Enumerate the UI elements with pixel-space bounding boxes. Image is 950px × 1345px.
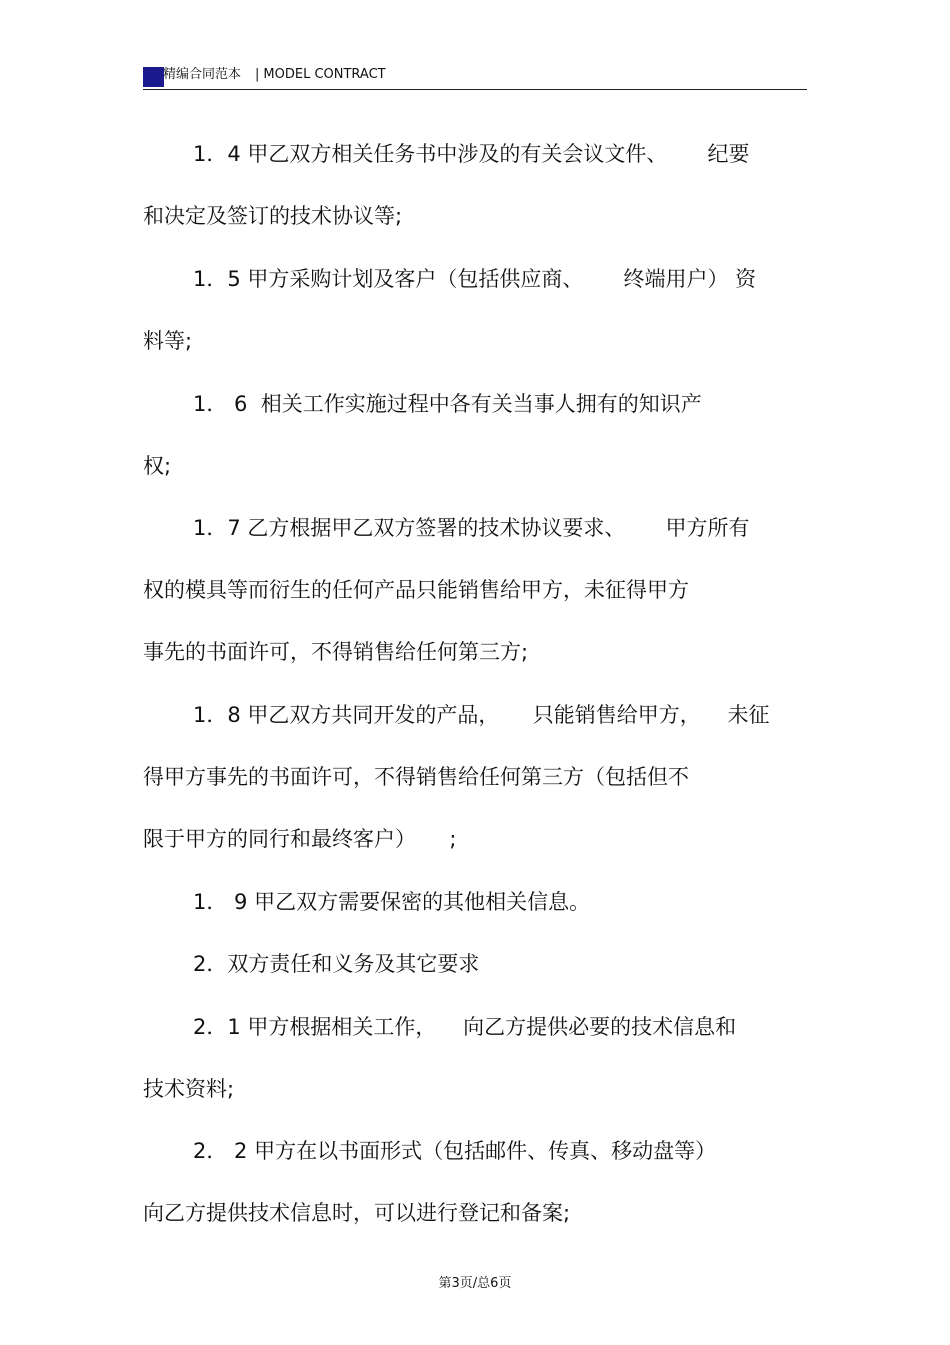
body-line-9: 事先的书面许可，不得销售给任何第三方; [143,640,529,664]
body-line-5: 1． 6 相关工作实施过程中各有关当事人拥有的知识产 [193,392,702,416]
logo-square-icon [143,67,164,87]
body-line-17: 2． 2 甲方在以书面形式（包括邮件、传真、移动盘等） [193,1139,717,1163]
body-line-15: 2．1 甲方根据相关工作， 向乙方提供必要的技术信息和 [193,1015,737,1039]
body-line-3: 1．5 甲方采购计划及客户（包括供应商、 终端用户） 资 [193,267,757,291]
body-line-1: 1．4 甲乙双方相关任务书中涉及的有关会议文件、 纪要 [193,142,750,166]
page-footer [0,1275,950,1293]
header-subtitle: MODEL CONTRACT [263,67,386,82]
body-line-13: 1． 9 甲乙双方需要保密的其他相关信息。 [193,890,591,914]
body-line-12: 限于甲方的同行和最终客户） ; [143,827,457,851]
body-line-7: 1．7 乙方根据甲乙双方签署的技术协议要求、 甲方所有 [193,516,750,540]
page-number-label: 第3页/总6页 [438,1276,512,1291]
body-line-2: 和决定及签订的技术协议等; [143,204,403,228]
header-text [163,66,386,84]
body-line-4: 料等; [143,329,193,353]
body-line-14: 2．双方责任和义务及其它要求 [193,952,480,976]
body-line-6: 权; [143,454,172,478]
header-title: 精编合同范本 [163,67,242,82]
page-header [143,64,807,90]
body-line-11: 得甲方事先的书面许可，不得销售给任何第三方（包括但不 [143,765,689,789]
body-line-8: 权的模具等而衍生的任何产品只能销售给甲方，未征得甲方 [143,578,689,602]
body-line-16: 技术资料; [143,1077,235,1101]
body-line-10: 1．8 甲乙双方共同开发的产品， 只能销售给甲方， 未征 [193,703,770,727]
body-line-18: 向乙方提供技术信息时，可以进行登记和备案; [143,1201,571,1225]
header-separator: | [255,67,260,82]
